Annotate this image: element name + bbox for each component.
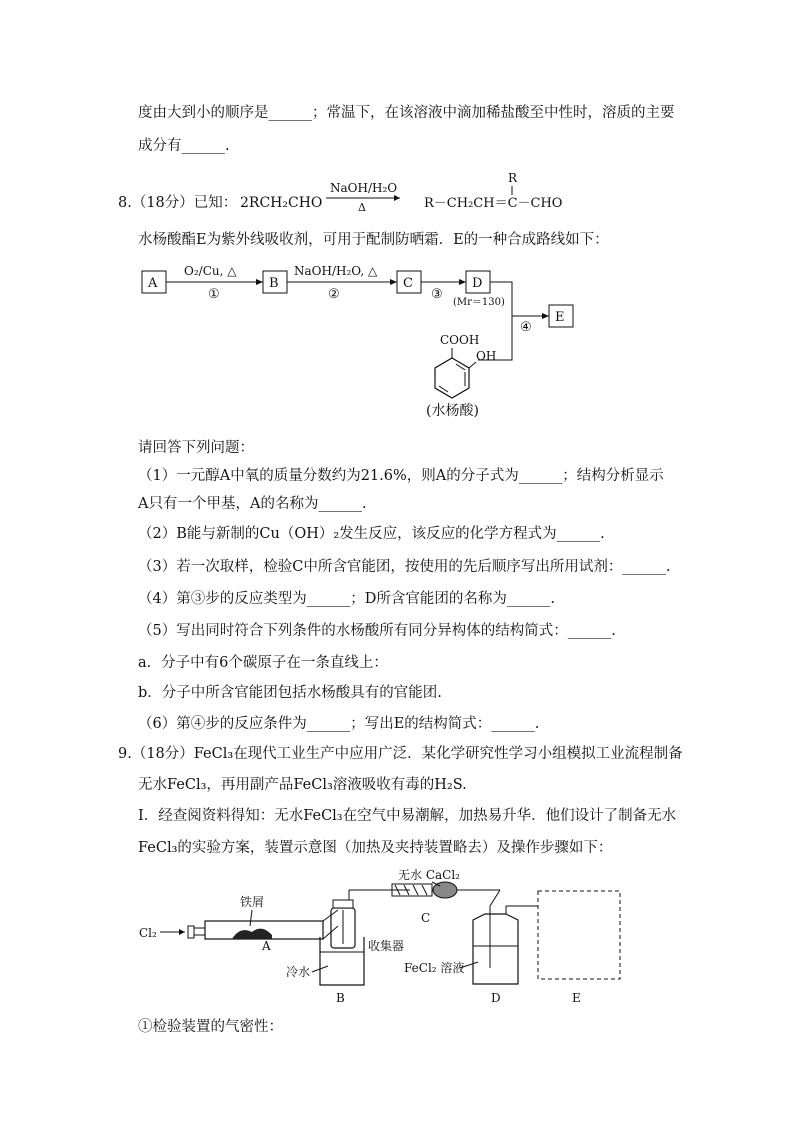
q8-part5: （5）写出同时符合下列条件的水杨酸所有同分异构体的结构简式：______. (138, 623, 616, 639)
bottle-d (473, 890, 538, 984)
q8-part6: （6）第④步的反应条件为______；写出E的结构简式：______. (138, 716, 540, 732)
step1-number: ① (208, 287, 220, 302)
q8-intro: 水杨酸酯E为紫外线吸收剂，可用于配制防晒霜．E的一种合成路线如下： (138, 232, 609, 248)
step2-condition: NaOH/H₂O, △ (294, 264, 378, 278)
cl2-label: Cl₂ (139, 926, 157, 940)
label-b: B (336, 991, 345, 1005)
salicylic-acid-label: (水杨酸) (426, 403, 479, 419)
cooh-label: COOH (440, 333, 480, 347)
arrow-head-icon (179, 929, 185, 935)
text-line: 度由大到小的顺序是______；常温下，在该溶液中滴加稀盐酸至中性时，溶质的主要 (138, 105, 675, 121)
label-a: A (262, 939, 271, 953)
q9-line4: FeCl₃的实验方案，装置示意图（加热及夹持装置略去）及操作步骤如下： (138, 840, 613, 856)
q8-part4: （4）第③步的反应类型为______；D所含官能团的名称为______. (138, 591, 555, 607)
known-product: R－CH₂CH＝C－CHO (424, 196, 563, 211)
q8-condition-b: b．分子中所含官能团包括水杨酸具有的官能团. (138, 685, 442, 701)
tube-a (188, 910, 338, 939)
known-product-sub: R (508, 171, 518, 185)
d-molar-mass: (Mr＝130) (453, 297, 505, 308)
iron-label: 铁屑 (240, 895, 265, 909)
q8-part3: （3）若一次取样，检验C中所含官能团，按使用的先后顺序写出所用试剂：______. (138, 559, 671, 575)
svg-text:D: D (472, 276, 483, 291)
q9-line1: 9.（18分）FeCl₃在现代工业生产中应用广泛．某化学研究性学习小组模拟工业流程制备 (118, 746, 683, 762)
q8-prompt: 请回答下列问题： (138, 440, 254, 456)
text-line: 成分有______. (138, 138, 230, 154)
q8-part1b: A只有一个甲基，A的名称为______. (138, 496, 367, 512)
svg-text:E: E (555, 310, 565, 325)
cold-water-label: 冷水 (286, 965, 311, 979)
collector-b (320, 890, 410, 985)
box-e-dashed (538, 891, 620, 979)
q8-condition-a: a．分子中有6个碳原子在一条直线上： (138, 655, 388, 671)
collector-label: 收集器 (368, 939, 405, 953)
q8-part1a: （1）一元醇A中氧的质量分数约为21.6%，则A的分子式为______；结构分析显示 (138, 468, 664, 484)
svg-text:A: A (148, 276, 158, 291)
label-e: E (572, 991, 581, 1005)
step2-number: ② (328, 287, 340, 302)
step3-number: ③ (431, 287, 443, 302)
svg-text:B: B (269, 276, 279, 291)
label-d: D (491, 991, 501, 1005)
q9-line3: Ⅰ．经查阅资料得知：无水FeCl₃在空气中易潮解，加热易升华．他们设计了制备无水 (138, 808, 677, 824)
svg-text:C: C (403, 276, 413, 291)
known-condition-top: NaOH/H₂O (330, 181, 398, 195)
label-c: C (421, 911, 431, 925)
fecl2-label: FeCl₂ 溶液 (404, 961, 465, 975)
q8-part2: （2）B能与新制的Cu（OH）₂发生反应，该反应的化学方程式为______. (138, 526, 605, 542)
q9-line2: 无水FeCl₃，再用副产品FeCl₃溶液吸收有毒的H₂S. (138, 777, 467, 793)
known-condition-bottom: Δ (358, 201, 366, 214)
q9-step1: ①检验装置的气密性： (138, 1019, 283, 1035)
q8-head: 8.（18分）已知： (118, 195, 238, 211)
known-reactant: 2RCH₂CHO (240, 195, 323, 211)
step4-number: ④ (520, 320, 532, 335)
cacl2-label: 无水 CaCl₂ (398, 868, 460, 882)
step1-condition: O₂/Cu, △ (184, 264, 237, 278)
oh-label: OH (476, 349, 497, 363)
